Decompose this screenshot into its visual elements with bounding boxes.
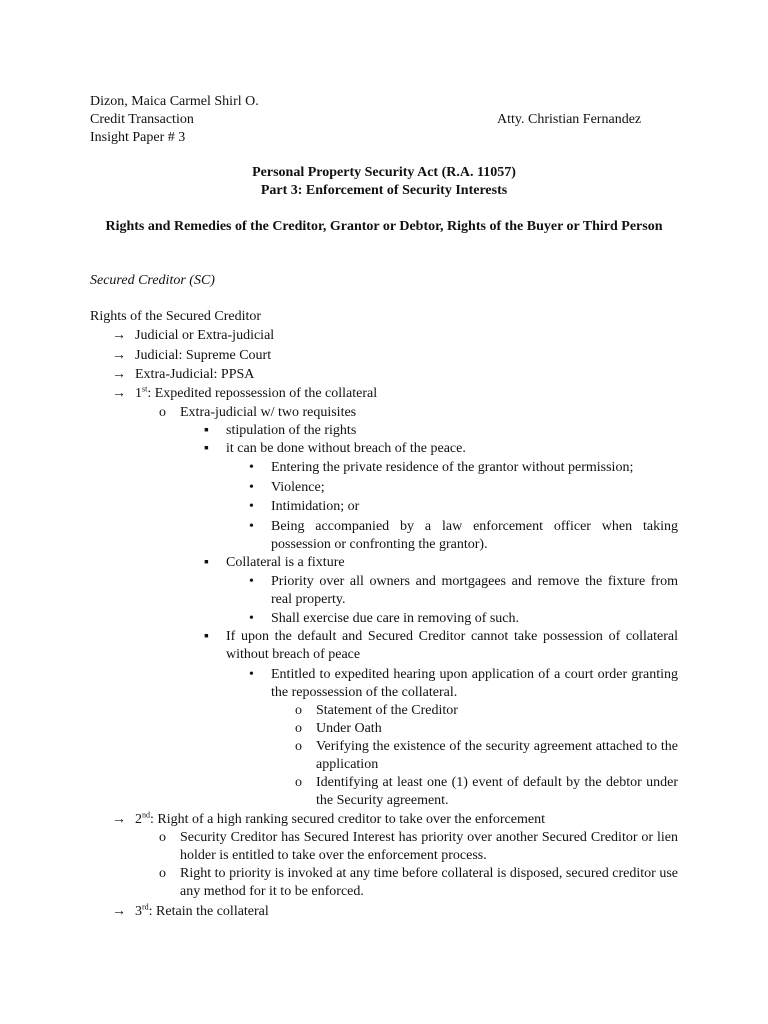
- circle-bullet-icon: o: [159, 405, 166, 420]
- circle-bullet-icon: o: [295, 739, 302, 754]
- arrow-bullet-icon: →: [112, 328, 126, 343]
- list-item: Violence;: [271, 480, 325, 495]
- list-item: Judicial or Extra-judicial: [135, 328, 275, 343]
- course-name: Credit Transaction: [90, 112, 194, 127]
- list-item-second-right: 2nd: Right of a high ranking secured creditor to take over the enforcement: [135, 810, 545, 827]
- list-item: Priority over all owners and mortgagees and remove the fixture from real property.: [271, 574, 678, 607]
- list-item: Intimidation; or: [271, 499, 360, 514]
- subtitle: Rights and Remedies of the Creditor, Grantor or Debtor, Rights of the Buyer or Third Person: [105, 219, 663, 234]
- arrow-bullet-icon: →: [112, 348, 126, 363]
- arrow-bullet-icon: →: [112, 386, 126, 401]
- list-item: If upon the default and Secured Creditor cannot take possession of collateral without breach of peace: [226, 629, 678, 662]
- circle-bullet-icon: o: [159, 830, 166, 845]
- list-item: Extra-Judicial: PPSA: [135, 367, 255, 382]
- arrow-bullet-icon: →: [112, 904, 126, 919]
- rights-heading: Rights of the Secured Creditor: [90, 309, 262, 324]
- dot-bullet-icon: •: [249, 499, 254, 514]
- section-heading: Secured Creditor (SC): [90, 273, 215, 288]
- circle-bullet-icon: o: [159, 866, 166, 881]
- list-item: Entering the private residence of the grantor without permission;: [271, 460, 634, 475]
- title-line-1: Personal Property Security Act (R.A. 11057): [252, 165, 516, 180]
- arrow-bullet-icon: →: [112, 812, 126, 827]
- arrow-bullet-icon: →: [112, 367, 126, 382]
- circle-bullet-icon: o: [295, 721, 302, 736]
- list-item: Statement of the Creditor: [316, 703, 458, 718]
- title-line-2: Part 3: Enforcement of Security Interests: [260, 183, 508, 198]
- instructor-name: Atty. Christian Fernandez: [497, 112, 642, 127]
- list-item: Entitled to expedited hearing upon application of a court order granting the repossession of the collateral.: [271, 667, 678, 700]
- list-item: Extra-judicial w/ two requisites: [180, 405, 357, 420]
- dot-bullet-icon: •: [249, 574, 254, 589]
- square-bullet-icon: ▪: [204, 441, 209, 456]
- author-name: Dizon, Maica Carmel Shirl O.: [90, 94, 259, 109]
- list-item: Security Creditor has Secured Interest has priority over another Secured Creditor or lien holder is entitled to take over the enforcement process.: [180, 830, 678, 863]
- circle-bullet-icon: o: [295, 703, 302, 718]
- list-item: Right to priority is invoked at any time before collateral is disposed, secured creditor use any method for it to be enforced.: [180, 866, 678, 899]
- dot-bullet-icon: •: [249, 480, 254, 495]
- circle-bullet-icon: o: [295, 775, 302, 790]
- list-item: Being accompanied by a law enforcement officer when taking possession or confronting the grantor).: [271, 519, 678, 552]
- dot-bullet-icon: •: [249, 611, 254, 626]
- dot-bullet-icon: •: [249, 667, 254, 682]
- list-item: Under Oath: [316, 721, 382, 736]
- list-item: Collateral is a fixture: [226, 555, 345, 570]
- list-item: Judicial: Supreme Court: [135, 348, 272, 363]
- square-bullet-icon: ▪: [204, 555, 209, 570]
- list-item: it can be done without breach of the peace.: [226, 441, 466, 456]
- list-item: Verifying the existence of the security agreement attached to the application: [316, 739, 678, 772]
- square-bullet-icon: ▪: [204, 423, 209, 438]
- list-item: Shall exercise due care in removing of such.: [271, 611, 520, 626]
- square-bullet-icon: ▪: [204, 629, 209, 644]
- list-item: Identifying at least one (1) event of default by the debtor under the Security agreement.: [316, 775, 678, 808]
- paper-number: Insight Paper # 3: [90, 130, 186, 145]
- dot-bullet-icon: •: [249, 460, 254, 475]
- dot-bullet-icon: •: [249, 519, 254, 534]
- list-item-third-right: 3rd: Retain the collateral: [135, 902, 269, 919]
- list-item-first-right: 1st: Expedited repossession of the collateral: [135, 384, 378, 401]
- list-item: stipulation of the rights: [226, 423, 357, 438]
